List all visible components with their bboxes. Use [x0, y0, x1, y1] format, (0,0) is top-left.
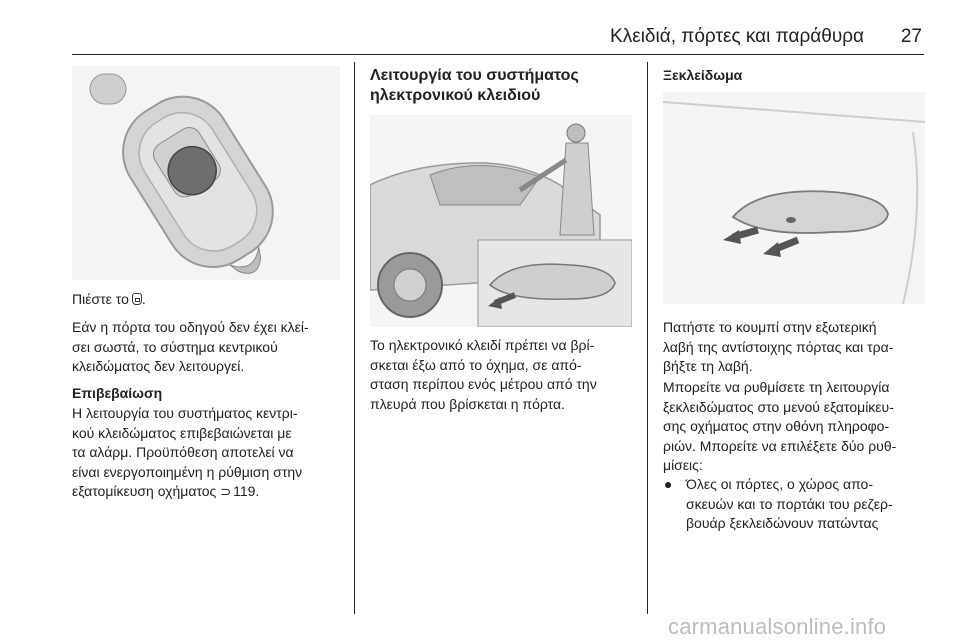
- car-drawing: [370, 115, 632, 327]
- confirm-line: κού κλειδώματος επιβεβαιώνεται με: [72, 424, 292, 441]
- handle-drawing: [663, 92, 925, 304]
- running-header-title: Κλειδιά, πόρτες και παράθυρα: [610, 26, 864, 47]
- page-reference-icon: ⊃: [220, 484, 232, 499]
- body-line: Πατήστε το κουμπί στην εξωτερική: [663, 319, 877, 335]
- body-line: ριών. Μπορείτε να επιλέξετε δύο ρυθ-: [663, 437, 897, 454]
- body-line: ξεκλειδώματος στο μενού εξατομίκευ-: [663, 398, 894, 415]
- bullet-icon: ●: [664, 476, 673, 492]
- confirm-line: Η λειτουργία του συστήματος κεντρι-: [72, 405, 298, 421]
- electronic-key-paragraph: [370, 336, 636, 414]
- page-number: 27: [900, 26, 922, 47]
- door-handle-illustration: [663, 92, 925, 304]
- bullet-line: βουάρ ξεκλειδώνουν πατώντας: [686, 515, 879, 531]
- electronic-key-heading: [370, 66, 636, 106]
- press-text: Πιέστε το: [72, 291, 129, 307]
- body-line: σταση περίπου ενός μέτρου από την: [370, 376, 597, 392]
- watermark: carmanualsonline.info: [668, 614, 887, 639]
- confirmation-paragraph: [72, 404, 344, 502]
- body-line: Μπορείτε να ρυθμίσετε τη λειτουργία: [663, 379, 890, 395]
- car-and-handle-illustration: [370, 115, 632, 327]
- heading-line: Λειτουργία του συστήματος: [370, 67, 579, 84]
- bullet-line: σκευών και το πορτάκι του ρεζερ-: [686, 495, 893, 512]
- confirm-last-text: εξατομίκευση οχήματος: [72, 483, 217, 499]
- body-line: μίσεις:: [663, 457, 703, 473]
- body-line: λαβή της αντίστοιχης πόρτας και τρα-: [663, 338, 894, 355]
- key-fob-drawing: [72, 66, 340, 280]
- note-line: κλειδώματος δεν λειτουργεί.: [72, 358, 245, 374]
- press-instruction: [72, 290, 344, 310]
- heading-line: ηλεκτρονικού κλειδιού: [370, 87, 541, 104]
- press-end: .: [141, 291, 146, 307]
- key-fob-illustration: [72, 66, 340, 280]
- confirm-line: τα αλάρμ. Προϋπόθεση αποτελεί να: [72, 444, 294, 460]
- confirmation-heading: Επιβεβαίωση: [72, 385, 163, 401]
- lock-button-icon: [132, 293, 142, 305]
- bullet-line: Όλες οι πόρτες, ο χώρος απο-: [686, 476, 873, 492]
- column-divider-1: [354, 62, 355, 614]
- body-line: βήξτε τη λαβή.: [663, 358, 753, 374]
- page-reference[interactable]: 119.: [233, 483, 260, 499]
- note-line: Εάν η πόρτα του οδηγού δεν έχει κλεί-: [72, 319, 309, 335]
- confirm-line-last: [72, 482, 344, 502]
- body-line: σης οχήματος στην οθόνη πληροφο-: [663, 418, 890, 434]
- note-line: σει σωστά, το σύστημα κεντρικού: [72, 338, 278, 355]
- unlocking-paragraph-2: [663, 378, 928, 476]
- header-rule: [72, 54, 924, 55]
- body-line: σκεται έξω από το όχημα, σε από-: [370, 356, 582, 373]
- unlocking-heading: Ξεκλείδωμα: [663, 67, 743, 83]
- unlocking-paragraph-1: [663, 318, 928, 377]
- bullet-item: [686, 475, 926, 534]
- column-divider-2: [647, 62, 648, 614]
- confirm-line: είναι ενεργοποιημένη η ρύθμιση στην: [72, 463, 303, 480]
- door-note-paragraph: [72, 318, 344, 377]
- body-line: πλευρά που βρίσκεται η πόρτα.: [370, 395, 565, 412]
- body-line: Το ηλεκτρονικό κλειδί πρέπει να βρί-: [370, 337, 595, 353]
